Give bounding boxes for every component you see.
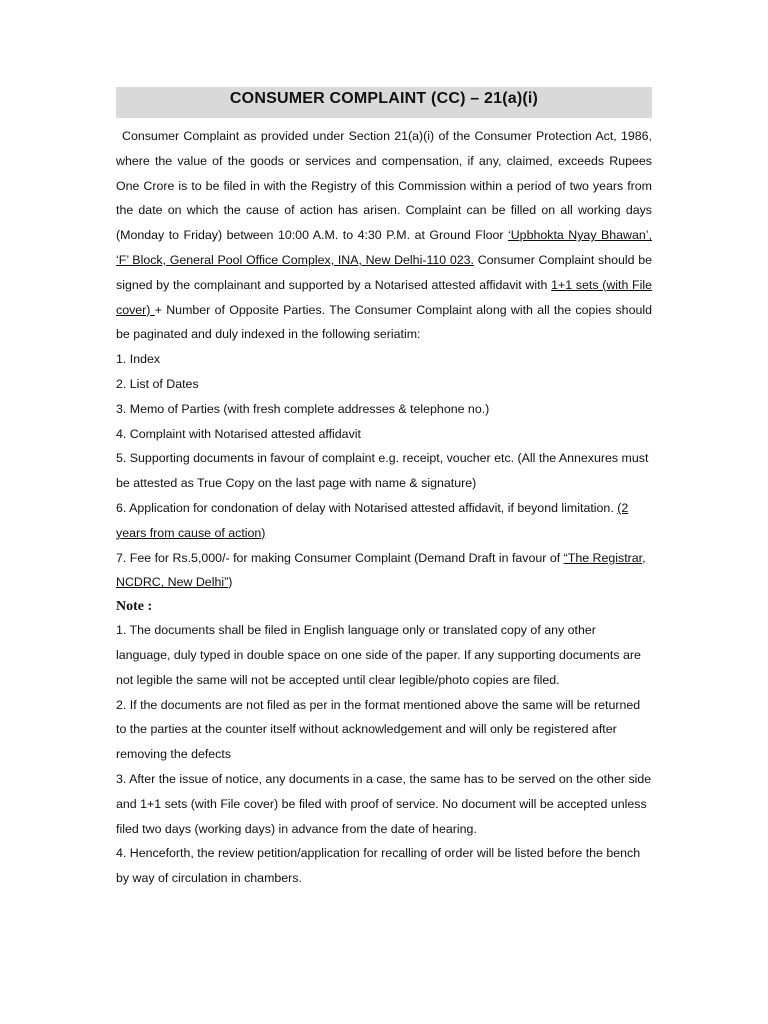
note-item-2: 2. If the documents are not filed as per in the format mentioned above the same will be returned to the parties at the counter itself without acknowledgement and will only be registered after removing the defects: [116, 697, 641, 762]
document-body: [116, 124, 652, 891]
intro-paragraph: [116, 124, 652, 347]
fee-text: 7. Fee for Rs.5,000/- for making Consumer Complaint (Demand Draft in favour of: [116, 550, 564, 565]
sets-text: 1+1 sets (with File cover): [116, 277, 652, 317]
list-item-dates: 2. List of Dates: [116, 376, 199, 391]
document-title: CONSUMER COMPLAINT (CC) – 21(a)(i): [229, 90, 539, 107]
intro-text-1: Consumer Complaint as provided under Section 21(a)(i) of the Consumer Protection Act, 1986, where the value of the goods or services and compensation, if any, claimed, exceeds Rupees One Crore is to be filed in with the Registry of this Commission within a period of two years from the date on which the cause of action has arisen. Complaint can be filled on all working days (Monday to Friday) between 10:00 A.M. to 4:30 P.M. at Ground Floor: [116, 129, 652, 243]
limitation-note: (2 years from cause of action): [116, 500, 629, 540]
title-bar: [116, 87, 652, 118]
fee-text-end: ): [228, 575, 233, 590]
list-item-complaint: 4. Complaint with Notarised attested affidavit: [116, 426, 361, 441]
list-item-supporting-docs: 5. Supporting documents in favour of complaint e.g. receipt, voucher etc. (All the Annexures must be attested as True Copy on the last page with name & signature): [116, 451, 649, 491]
note-item-1: 1. The documents shall be filed in English language only or translated copy of any other language, duly typed in double space on one side of the paper. If any supporting documents are not legible the same will not be accepted until clear legible/photo copies are filed.: [116, 623, 641, 687]
list-item-condonation: [116, 496, 652, 546]
intro-text-3: + Number of Opposite Parties. The Consumer Complaint along with all the copies should be paginated and duly indexed in the following seriatim:: [116, 302, 653, 342]
note-item-4: 4. Henceforth, the review petition/application for recalling of order will be listed before the bench by way of circulation in chambers.: [116, 846, 641, 886]
note-item-3: 3. After the issue of notice, any documents in a case, the same has to be served on the other side and 1+1 sets (with File cover) be filed with proof of service. No document will be accepted unless filed two days (working days) in advance from the date of hearing.: [116, 771, 652, 836]
office-address-link: ‘Upbhokta Nyay Bhawan’, ‘F’ Block, General Pool Office Complex, INA, New Delhi-110 023.: [116, 228, 652, 267]
list-item-index: 1. Index: [116, 352, 161, 367]
list-item-memo: 3. Memo of Parties (with fresh complete addresses & telephone no.): [116, 401, 490, 416]
condonation-text: 6. Application for condonation of delay with Notarised attested affidavit, if beyond limitation.: [116, 500, 618, 515]
note-heading: Note :: [116, 599, 153, 615]
intro-text-2: Consumer Complaint should be signed by the complainant and supported by a Notarised attested affidavit with: [116, 252, 652, 292]
list-item-fee: [116, 546, 652, 596]
registrar-text: “The Registrar, NCDRC, New Delhi”: [116, 550, 646, 590]
